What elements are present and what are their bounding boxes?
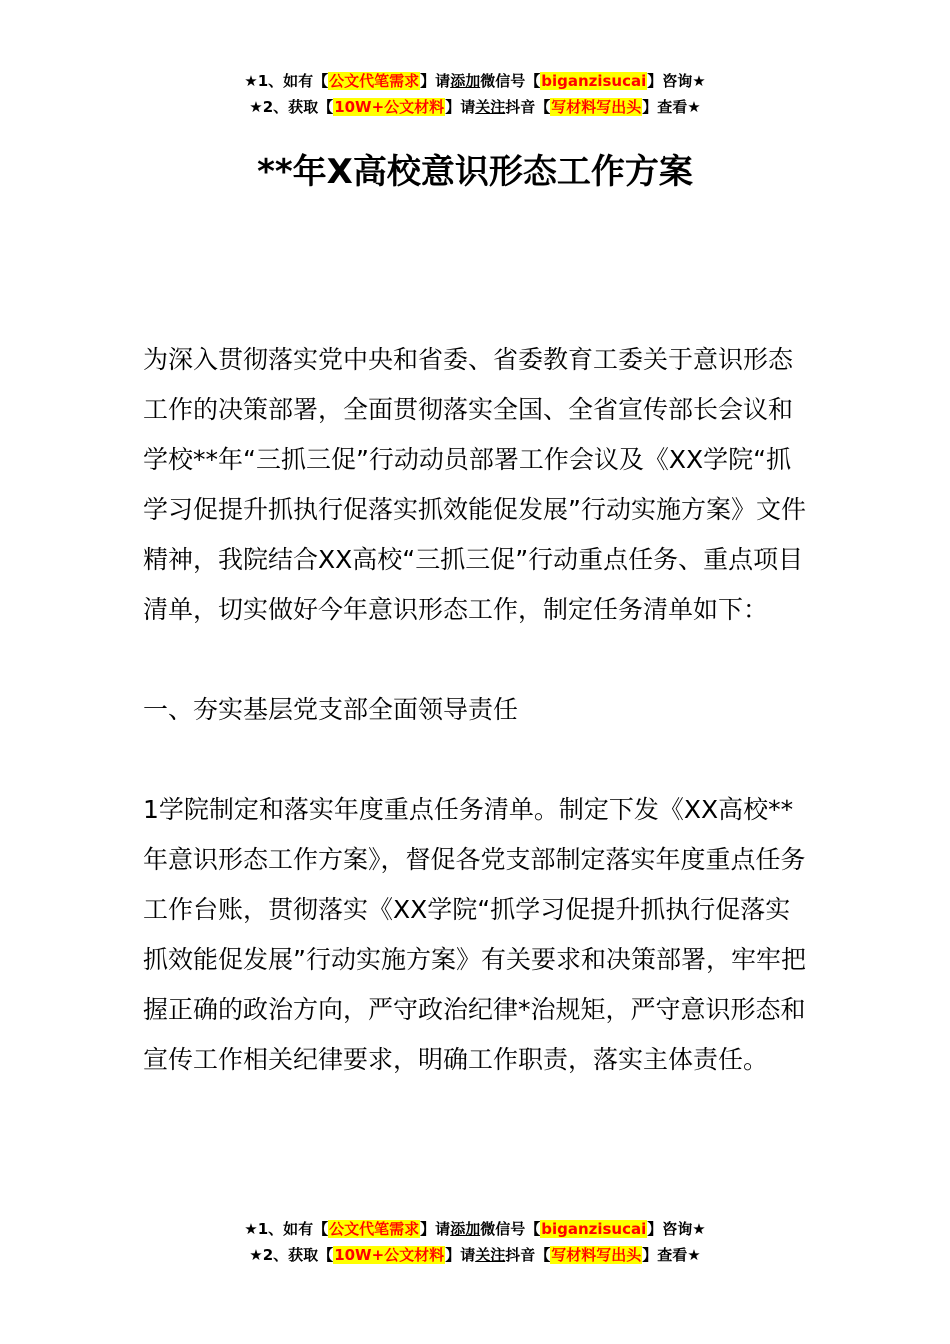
banner-highlight: 10W+公文材料 — [334, 98, 445, 116]
document-body — [143, 335, 808, 1085]
banner-underline: 添加 — [450, 72, 481, 90]
banner-wechat-id: biganzisucai — [541, 72, 647, 90]
banner-text: 】请 — [420, 72, 451, 90]
banner-underline: 关注 — [475, 98, 506, 116]
banner-text: 微信号【 — [480, 1220, 541, 1238]
header-banner — [0, 68, 950, 120]
banner-text: ★1、如有【 — [244, 72, 329, 90]
banner-douyin-id: 写材料写出头 — [551, 98, 642, 116]
banner-text: 】查看★ — [642, 1246, 701, 1264]
banner-line-2 — [0, 94, 950, 120]
banner-underline: 添加 — [450, 1220, 481, 1238]
intro-paragraph: 为深入贯彻落实党中央和省委、省委教育工委关于意识形态工作的决策部署，全面贯彻落实全国、全省宣传部长会议和学校**年“三抓三促”行动动员部署工作会议及《XX学院“抓学习促提升抓执行促落实抓效能促发展”行动实施方案》文件精神，我院结合XX高校“三抓三促”行动重点任务、重点项目清单，切实做好今年意识形态工作，制定任务清单如下： — [143, 345, 806, 624]
banner-line-2 — [0, 1242, 950, 1268]
spacer — [143, 735, 808, 785]
footer-banner — [0, 1216, 950, 1268]
banner-line-1 — [0, 68, 950, 94]
section-item-paragraph: 1学院制定和落实年度重点任务清单。制定下发《XX高校**年意识形态工作方案》，督促各党支部制定落实年度重点任务工作台账，贯彻落实《XX学院“抓学习促提升抓执行促落实抓效能促发展”行动实施方案》有关要求和决策部署，牢牢把握正确的政治方向，严守政治纪律*治规矩，严守意识形态和宣传工作相关纪律要求，明确工作职责，落实主体责任。 — [143, 795, 806, 1074]
banner-text: ★2、获取【 — [249, 1246, 334, 1264]
banner-text: 】请 — [420, 1220, 451, 1238]
banner-text: 】咨询★ — [647, 72, 706, 90]
banner-text: ★2、获取【 — [249, 98, 334, 116]
banner-line-1 — [0, 1216, 950, 1242]
banner-underline: 关注 — [475, 1246, 506, 1264]
banner-text: 】请 — [445, 98, 476, 116]
document-title: **年X高校意识形态工作方案 — [257, 152, 693, 192]
banner-text: ★1、如有【 — [244, 1220, 329, 1238]
banner-text: 微信号【 — [480, 72, 541, 90]
section-heading: 一、夯实基层党支部全面领导责任 — [143, 695, 519, 724]
banner-text: 】请 — [445, 1246, 476, 1264]
banner-text: 】查看★ — [642, 98, 701, 116]
banner-text: 抖音【 — [505, 98, 551, 116]
banner-highlight: 公文代笔需求 — [329, 1220, 420, 1238]
banner-highlight: 公文代笔需求 — [329, 72, 420, 90]
spacer — [143, 635, 808, 685]
banner-text: 抖音【 — [505, 1246, 551, 1264]
banner-wechat-id: biganzisucai — [541, 1220, 647, 1238]
banner-douyin-id: 写材料写出头 — [551, 1246, 642, 1264]
banner-text: 】咨询★ — [647, 1220, 706, 1238]
banner-highlight: 10W+公文材料 — [334, 1246, 445, 1264]
